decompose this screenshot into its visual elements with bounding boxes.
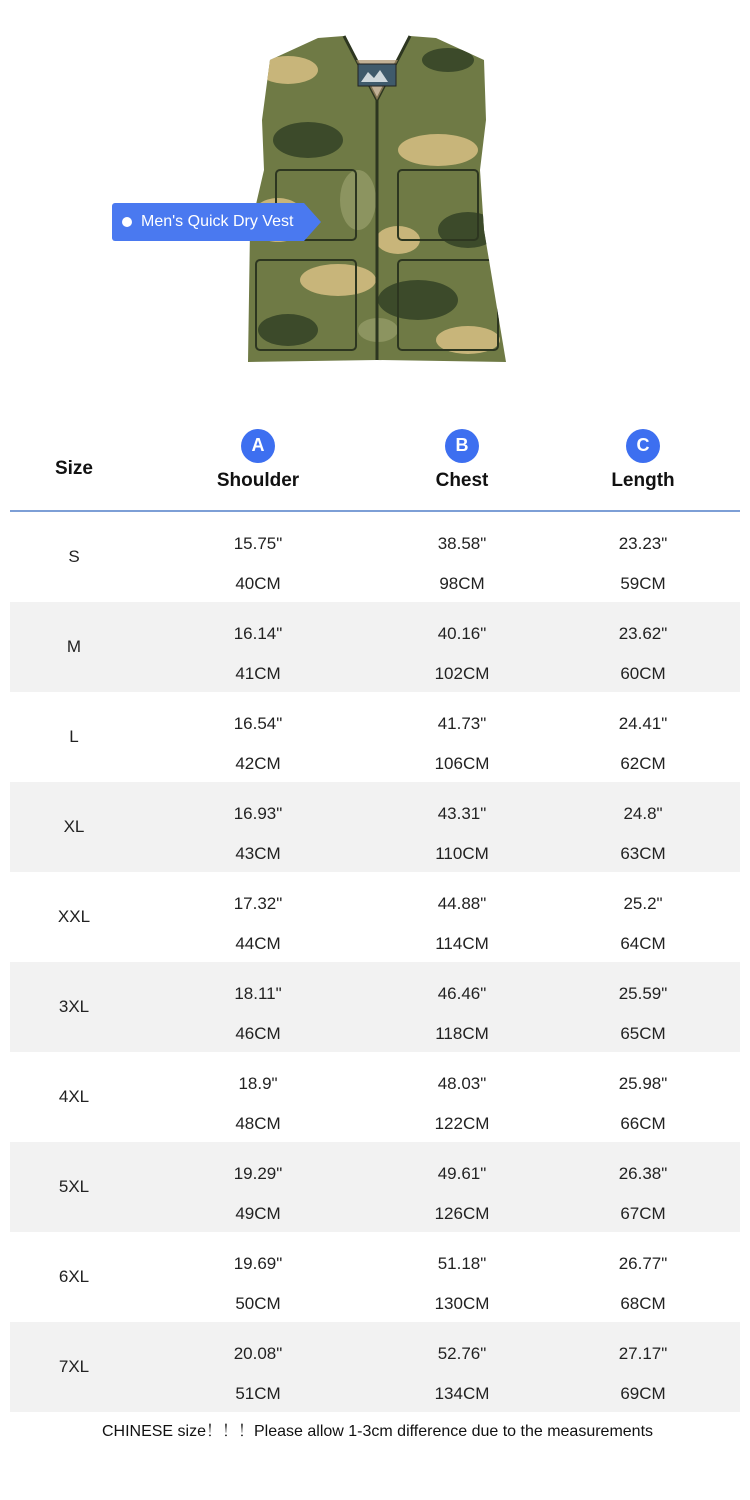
shoulder-cm: 51CM <box>235 1384 281 1403</box>
table-row <box>10 1142 740 1232</box>
table-row <box>10 1052 740 1142</box>
shoulder-cell <box>138 602 378 692</box>
chest-inches: 51.18" <box>437 1254 487 1273</box>
chest-inches: 40.16" <box>437 624 487 643</box>
table-row <box>10 1232 740 1322</box>
product-tag <box>112 203 304 241</box>
size-cell: S <box>68 547 80 566</box>
size-cell: XXL <box>57 907 91 926</box>
shoulder-cm: 40CM <box>235 574 281 593</box>
length-inches: 23.23" <box>618 534 668 553</box>
shoulder-cell <box>138 512 378 602</box>
size-cell: XL <box>63 817 85 836</box>
tag-dot-icon <box>122 217 132 227</box>
length-cell <box>546 1052 740 1142</box>
size-cell: M <box>66 637 82 656</box>
length-cell <box>546 962 740 1052</box>
length-cm: 69CM <box>620 1384 666 1403</box>
vest-product-image <box>248 30 506 364</box>
chest-cm: 114CM <box>435 934 489 953</box>
table-row <box>10 512 740 602</box>
table-row <box>10 782 740 872</box>
chest-cm: 98CM <box>439 574 485 593</box>
shoulder-inches: 19.69" <box>233 1254 283 1273</box>
length-cell <box>546 782 740 872</box>
length-cm: 64CM <box>620 934 666 953</box>
length-inches: 25.59" <box>618 984 668 1003</box>
shoulder-inches: 18.9" <box>238 1074 278 1093</box>
size-cell: 5XL <box>58 1177 90 1196</box>
table-row <box>10 1322 740 1412</box>
shoulder-inches: 19.29" <box>233 1164 283 1183</box>
table-header <box>10 420 740 512</box>
length-cm: 68CM <box>620 1294 666 1313</box>
table-body <box>10 512 740 1412</box>
chest-inches: 48.03" <box>437 1074 487 1093</box>
chest-inches: 49.61" <box>437 1164 487 1183</box>
shoulder-cell <box>138 962 378 1052</box>
table-row <box>10 962 740 1052</box>
size-chart-table <box>10 420 740 1412</box>
shoulder-cm: 41CM <box>235 664 281 683</box>
shoulder-inches: 15.75" <box>233 534 283 553</box>
chest-cell <box>378 692 546 782</box>
shoulder-cm: 49CM <box>235 1204 281 1223</box>
chest-cm: 118CM <box>435 1024 489 1043</box>
length-inches: 25.2" <box>623 894 663 913</box>
length-inches: 26.77" <box>618 1254 668 1273</box>
shoulder-cm: 50CM <box>235 1294 281 1313</box>
header-length-label: Length <box>611 470 675 491</box>
length-inches: 24.41" <box>618 714 668 733</box>
chest-inches: 44.88" <box>437 894 487 913</box>
chest-cell <box>378 1052 546 1142</box>
size-cell: 3XL <box>58 997 90 1016</box>
length-cm: 60CM <box>620 664 666 683</box>
length-cell <box>546 602 740 692</box>
header-chest-label: Chest <box>435 470 489 491</box>
length-cm: 62CM <box>620 754 666 773</box>
chest-inches: 38.58" <box>437 534 487 553</box>
header-chest <box>378 420 546 510</box>
length-cm: 59CM <box>620 574 666 593</box>
shoulder-inches: 16.14" <box>233 624 283 643</box>
chest-cm: 134CM <box>434 1384 490 1403</box>
header-size-label: Size <box>54 458 94 479</box>
chest-cell <box>378 602 546 692</box>
product-hero <box>0 0 750 400</box>
shoulder-cell <box>138 1322 378 1412</box>
chest-cm: 106CM <box>434 754 490 773</box>
chest-cell <box>378 1142 546 1232</box>
header-shoulder <box>138 420 378 510</box>
header-shoulder-label: Shoulder <box>216 470 300 491</box>
length-inches: 27.17" <box>618 1344 668 1363</box>
length-cell <box>546 1232 740 1322</box>
table-row <box>10 602 740 692</box>
shoulder-cell <box>138 1142 378 1232</box>
chest-cell <box>378 962 546 1052</box>
length-badge: C <box>626 429 660 463</box>
chest-badge: B <box>445 429 479 463</box>
length-cm: 66CM <box>620 1114 666 1133</box>
chest-inches: 46.46" <box>437 984 487 1003</box>
chest-inches: 43.31" <box>437 804 487 823</box>
shoulder-inches: 16.93" <box>233 804 283 823</box>
product-tag-label: Men's Quick Dry Vest <box>141 213 294 230</box>
length-inches: 23.62" <box>618 624 668 643</box>
length-cm: 67CM <box>620 1204 666 1223</box>
shoulder-badge: A <box>241 429 275 463</box>
length-cm: 65CM <box>620 1024 666 1043</box>
size-cell: 6XL <box>58 1267 90 1286</box>
shoulder-cell <box>138 872 378 962</box>
shoulder-cm: 43CM <box>235 844 281 863</box>
length-cm: 63CM <box>620 844 666 863</box>
length-inches: 25.98" <box>618 1074 668 1093</box>
table-row <box>10 872 740 962</box>
shoulder-inches: 18.11" <box>234 984 282 1003</box>
length-cell <box>546 872 740 962</box>
shoulder-inches: 16.54" <box>233 714 283 733</box>
shoulder-cm: 46CM <box>235 1024 281 1043</box>
shoulder-cell <box>138 1052 378 1142</box>
chest-cm: 122CM <box>434 1114 490 1133</box>
chest-inches: 41.73" <box>437 714 487 733</box>
shoulder-cm: 48CM <box>235 1114 281 1133</box>
shoulder-inches: 20.08" <box>233 1344 283 1363</box>
chest-cell <box>378 872 546 962</box>
header-length <box>546 420 740 510</box>
chest-cell <box>378 512 546 602</box>
length-cell <box>546 512 740 602</box>
size-cell: 4XL <box>58 1087 90 1106</box>
chest-cell <box>378 782 546 872</box>
header-size <box>10 420 138 510</box>
chest-inches: 52.76" <box>437 1344 487 1363</box>
chest-cell <box>378 1232 546 1322</box>
chest-cell <box>378 1322 546 1412</box>
size-cell: L <box>69 727 79 746</box>
table-row <box>10 692 740 782</box>
length-cell <box>546 1142 740 1232</box>
chest-cm: 126CM <box>434 1204 490 1223</box>
length-inches: 26.38" <box>618 1164 668 1183</box>
length-cell <box>546 1322 740 1412</box>
chest-cm: 110CM <box>435 844 489 863</box>
size-note: CHINESE size！！！Please allow 1-3cm difference due to the measurements <box>101 1423 654 1440</box>
shoulder-cell <box>138 1232 378 1322</box>
shoulder-inches: 17.32" <box>233 894 283 913</box>
chest-cm: 102CM <box>434 664 490 683</box>
length-inches: 24.8" <box>623 804 663 823</box>
chest-cm: 130CM <box>434 1294 490 1313</box>
length-cell <box>546 692 740 782</box>
size-cell: 7XL <box>58 1357 90 1376</box>
shoulder-cm: 44CM <box>235 934 281 953</box>
shoulder-cm: 42CM <box>235 754 281 773</box>
shoulder-cell <box>138 782 378 872</box>
shoulder-cell <box>138 692 378 782</box>
